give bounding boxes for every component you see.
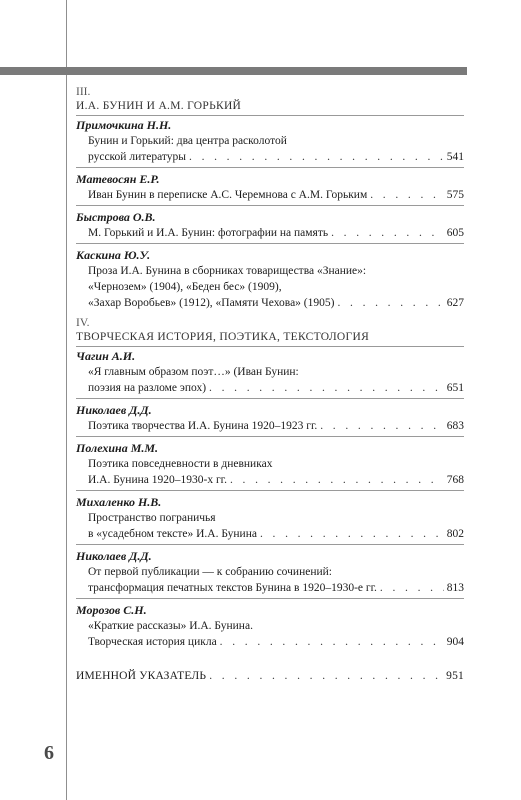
page-ref: 605 <box>446 227 464 239</box>
entry-title <box>76 564 464 596</box>
title-line-with-page <box>88 149 464 165</box>
entry-title <box>76 187 464 203</box>
leader-dots <box>209 380 444 396</box>
title-line: «Я главным образом поэт…» (Иван Бунин: <box>88 366 299 378</box>
entry-author: Михаленко Н.В. <box>76 495 162 509</box>
title-line: русской литературы <box>88 151 187 163</box>
title-line: трансформация печатных текстов Бунина в 1920–1930-е гг. <box>88 582 377 594</box>
toc-entry[interactable] <box>76 548 464 599</box>
leader-dots <box>337 295 443 311</box>
toc-entry-name-index[interactable] <box>76 670 464 686</box>
title-line: Пространство пограничья <box>88 512 216 524</box>
toc-entry[interactable] <box>76 348 464 399</box>
title-line: М. Горький и И.А. Бунин: фотографии на память <box>88 227 329 239</box>
section-iii <box>76 85 464 313</box>
leader-dots <box>370 187 444 203</box>
title-line-with-page <box>88 418 464 434</box>
entry-title <box>76 418 464 434</box>
leader-dots <box>260 526 444 542</box>
toc-entry[interactable] <box>76 209 464 244</box>
title-line: Поэтика творчества И.А. Бунина 1920–1923 гг. <box>88 420 318 432</box>
entry-title <box>76 618 464 650</box>
leader-dots <box>320 418 444 434</box>
entry-author: Быстрова О.В. <box>76 210 156 224</box>
title-line-with-page <box>88 187 464 203</box>
entry-title <box>76 263 464 311</box>
page-ref: 904 <box>446 636 464 648</box>
entry-author: Примочкина Н.Н. <box>76 118 172 132</box>
title-line: «Захар Воробьев» (1912), «Памяти Чехова» (1905) <box>88 297 335 309</box>
title-line-with-page <box>88 634 464 650</box>
toc-entry[interactable] <box>76 247 464 313</box>
toc-entry[interactable] <box>76 494 464 545</box>
title-line: От первой публикации — к собранию сочинений: <box>88 566 332 578</box>
entry-author: Николаев Д.Д. <box>76 549 152 563</box>
index-label: ИМЕННОЙ УКАЗАТЕЛЬ <box>76 670 207 682</box>
entry-title <box>76 133 464 165</box>
toc-content <box>76 85 464 686</box>
section-iv <box>76 316 464 652</box>
title-line-with-page <box>88 526 464 542</box>
page-ref: 575 <box>446 189 464 201</box>
leader-dots <box>189 149 444 165</box>
section-title: И.А. БУНИН И А.М. ГОРЬКИЙ <box>76 99 464 116</box>
leader-dots <box>220 634 444 650</box>
title-line-with-page <box>88 580 464 596</box>
entry-author: Матевосян Е.Р. <box>76 172 160 186</box>
section-title: ТВОРЧЕСКАЯ ИСТОРИЯ, ПОЭТИКА, ТЕКСТОЛОГИЯ <box>76 330 464 347</box>
title-line: Поэтика повседневности в дневниках <box>88 458 273 470</box>
title-line: Бунин и Горький: два центра расколотой <box>88 135 287 147</box>
title-line: «Краткие рассказы» И.А. Бунина. <box>88 620 253 632</box>
title-line: Творческая история цикла <box>88 636 217 648</box>
page-ref: 768 <box>446 474 464 486</box>
toc-entry[interactable] <box>76 117 464 168</box>
page-ref: 541 <box>446 151 464 163</box>
section-number: IV. <box>76 317 90 329</box>
leader-dots <box>209 670 443 682</box>
page-ref: 627 <box>446 297 464 309</box>
title-line: поэзия на разломе эпох) <box>88 382 207 394</box>
entry-title <box>76 225 464 241</box>
title-line-with-page <box>88 380 464 396</box>
page-ref: 813 <box>446 582 464 594</box>
leader-dots <box>230 472 444 488</box>
entry-author: Полехина М.М. <box>76 441 159 455</box>
page-ref: 802 <box>446 528 464 540</box>
page-number: 6 <box>44 742 54 764</box>
title-line: «Чернозем» (1904), «Беден бес» (1909), <box>88 281 282 293</box>
title-line: Проза И.А. Бунина в сборниках товарищества «Знание»: <box>88 265 367 277</box>
title-line: Иван Бунин в переписке А.С. Черемнова с А.М. Горьким <box>88 189 368 201</box>
title-line-with-page <box>88 225 464 241</box>
title-line-with-page <box>88 472 464 488</box>
entry-author: Каскина Ю.У. <box>76 248 151 262</box>
entry-author: Чагин А.И. <box>76 349 136 363</box>
page-ref: 951 <box>446 670 464 682</box>
toc-entry[interactable] <box>76 171 464 206</box>
title-line: в «усадебном тексте» И.А. Бунина <box>88 528 257 540</box>
entry-title <box>76 364 464 396</box>
entry-title <box>76 456 464 488</box>
entry-author: Николаев Д.Д. <box>76 403 152 417</box>
title-line-with-page <box>88 295 464 311</box>
section-number: III. <box>76 86 91 98</box>
toc-entry[interactable] <box>76 402 464 437</box>
leader-dots <box>331 225 444 241</box>
toc-entry[interactable] <box>76 440 464 491</box>
header-bar <box>0 67 467 75</box>
title-line: И.А. Бунина 1920–1930-х гг. <box>88 474 227 486</box>
page-ref: 651 <box>446 382 464 394</box>
margin-rule <box>66 0 67 800</box>
entry-author: Морозов С.Н. <box>76 603 147 617</box>
leader-dots <box>380 580 444 596</box>
page-ref: 683 <box>446 420 464 432</box>
entry-title <box>76 510 464 542</box>
toc-entry[interactable] <box>76 602 464 652</box>
